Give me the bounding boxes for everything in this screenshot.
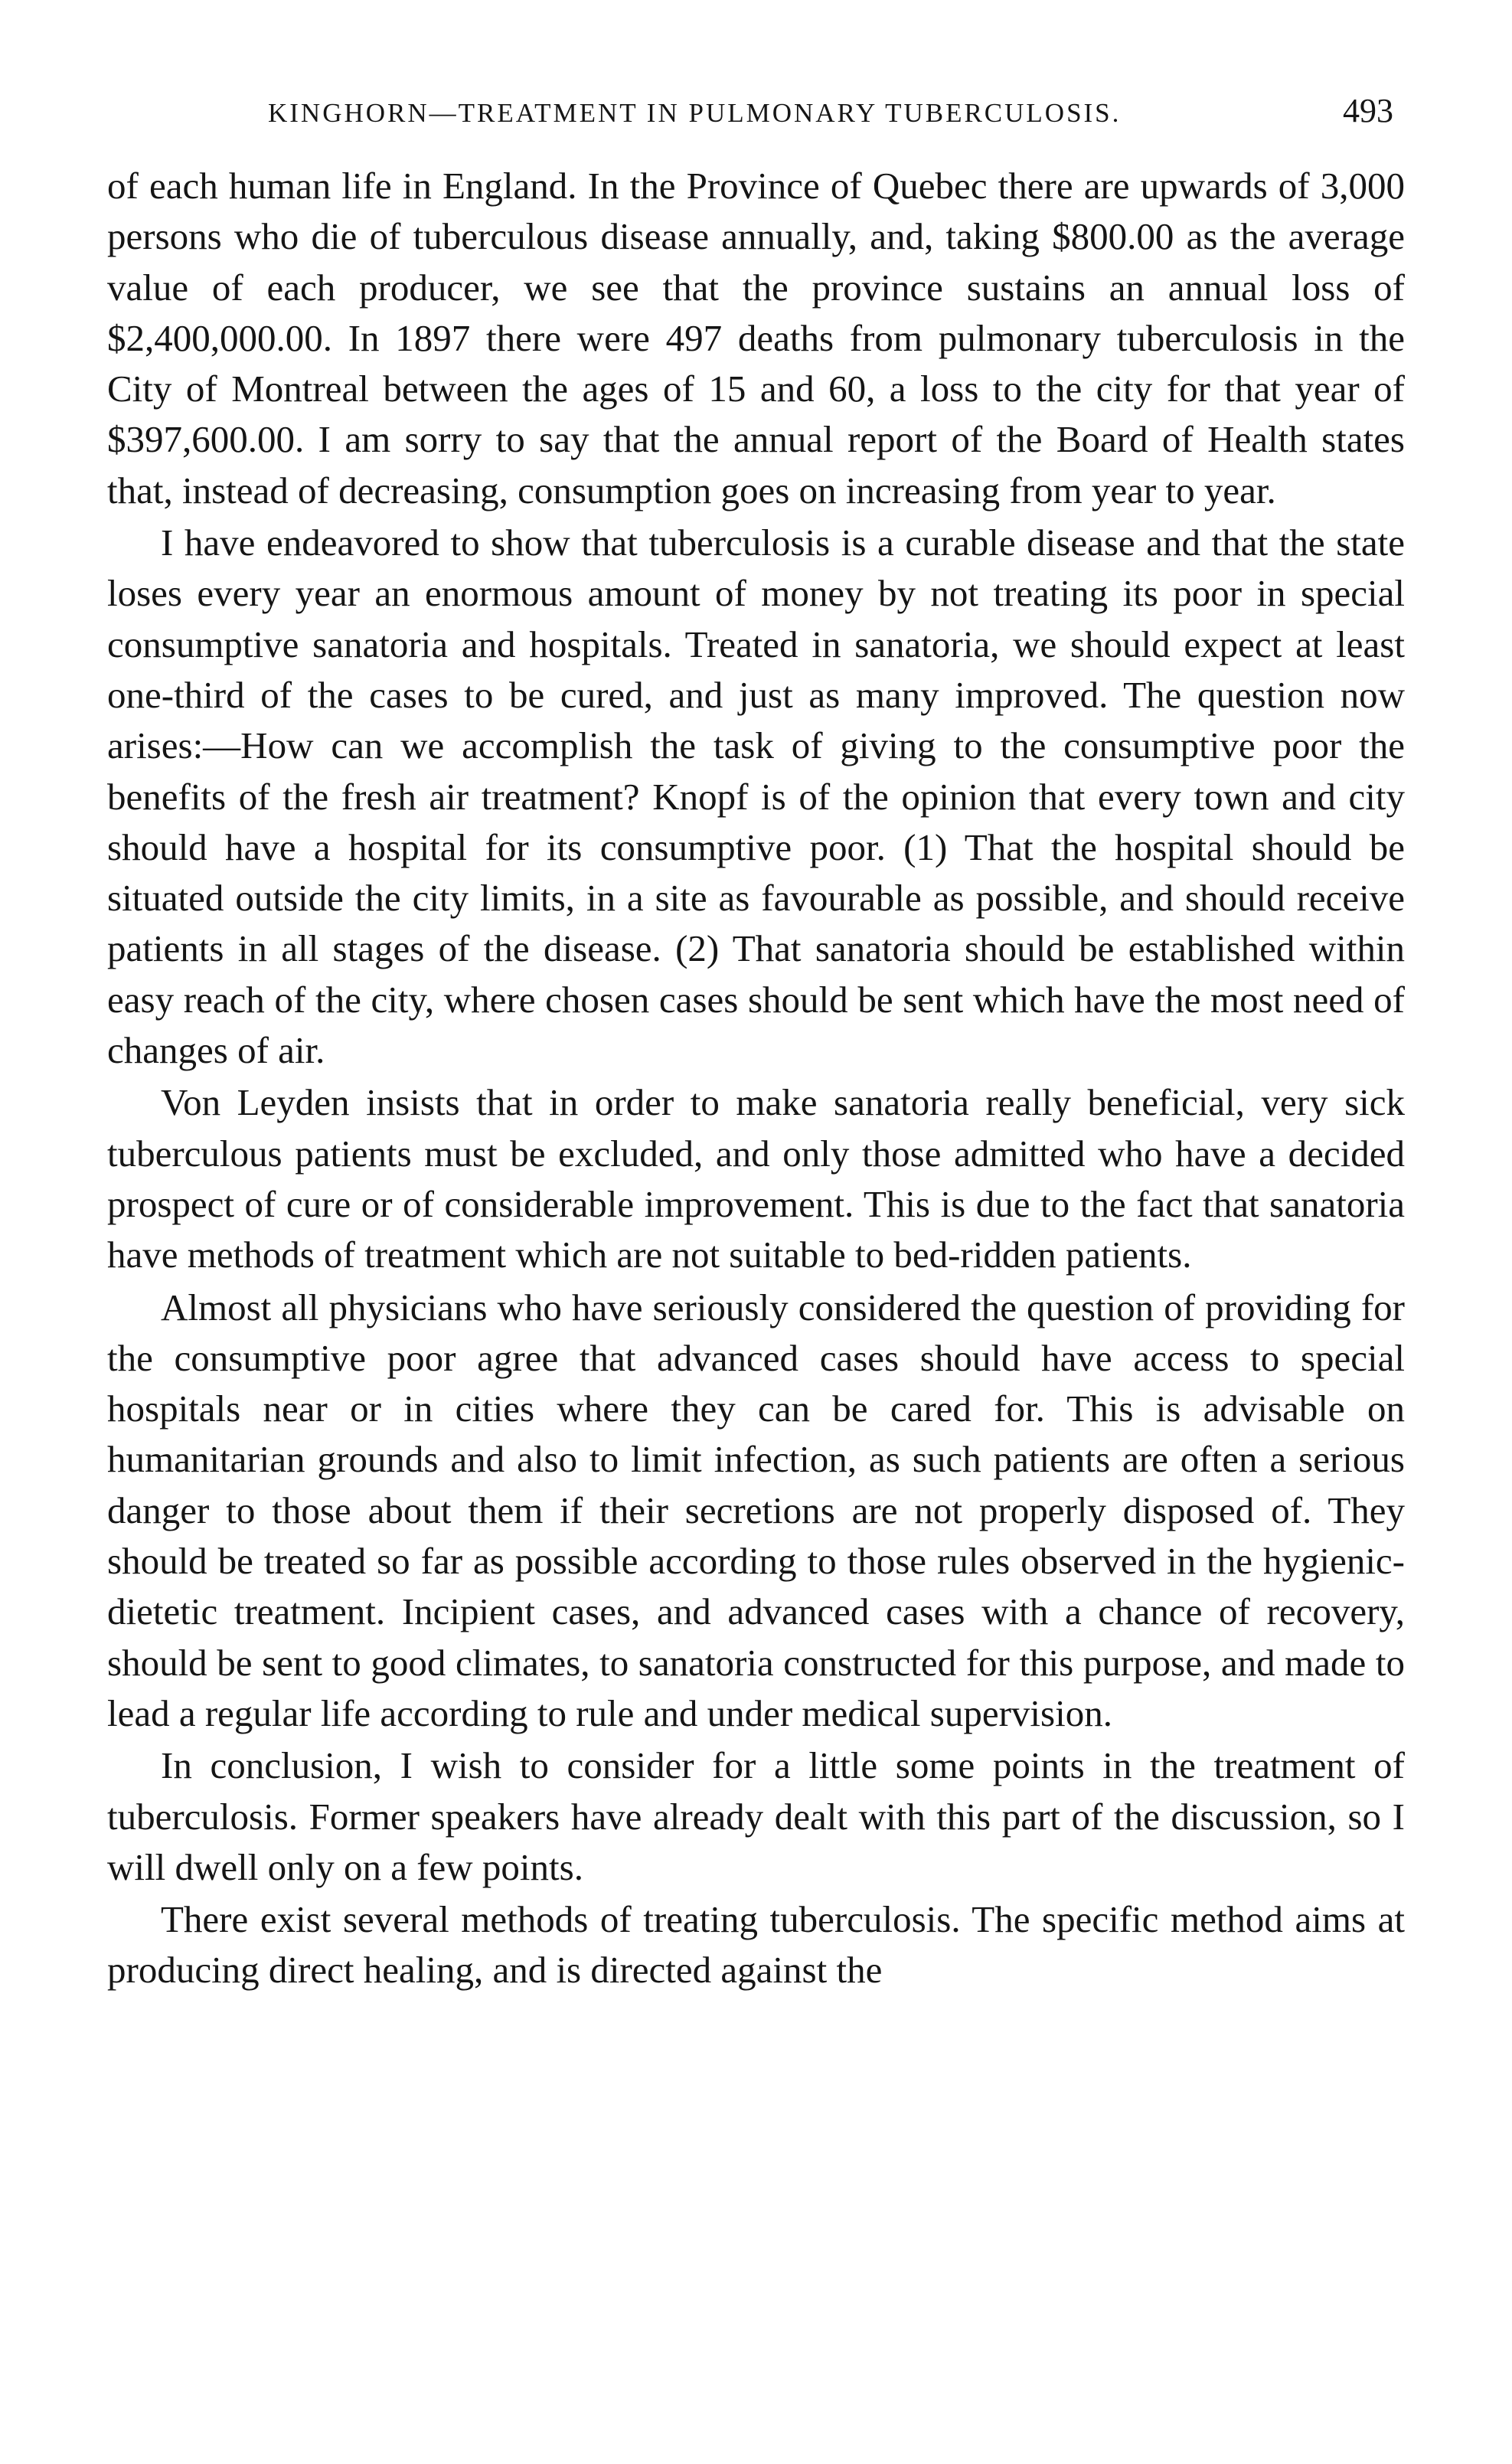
- page-number: 493: [1343, 92, 1393, 129]
- paragraph: Almost all physicians who have seriously considered the question of providing for the consumptive poor agree that advanced cases should have access to special hospitals near or in cities where they can be cared for. This is advisable on humanitarian grounds and also to limit infection, as such patients are often a serious danger to those about them if their secretions are not properly disposed of. They should be treated so far as possible according to those rules observed in the hygienic-dietetic treatment. Incipient cases, and advanced cases with a chance of recovery, should be sent to good climates, to sanatoria constructed for this purpose, and made to lead a regular life according to rule and under medical supervision.: [107, 1286, 1405, 1734]
- paragraph: In conclusion, I wish to consider for a little some points in the treatment of tuberculosis. Former speakers have already dealt with this part of the discussion, so I will dwell only on a few points.: [107, 1744, 1405, 1888]
- running-head: [115, 90, 1416, 144]
- paragraph: Von Leyden insists that in order to make sanatoria really beneficial, very sick tuberculous patients must be excluded, and only those admitted who have a decided prospect of cure or of considerable improvement. This is due to the fact that sanatoria have methods of treatment which are not suitable to bed-ridden patients.: [107, 1081, 1405, 1276]
- paragraph: There exist several methods of treating tuberculosis. The specific method aims at producing direct healing, and is directed against the: [107, 1898, 1405, 1992]
- paragraph-continued: of each human life in England. In the Province of Quebec there are upwards of 3,000 persons who die of tuberculous disease annually, and, taking $800.00 as the average value of each producer, we see that the province sustains an annual loss of $2,400,000.00. In 1897 there were 497 deaths from pulmonary tuberculosis in the City of Montreal between the ages of 15 and 60, a loss to the city for that year of $397,600.00. I am sorry to say that the annual report of the Board of Health states that, instead of decreasing, consumption goes on increasing from year to year.: [107, 165, 1405, 511]
- body-text: [107, 161, 1405, 1998]
- running-title: KINGHORN—TREATMENT IN PULMONARY TUBERCULOSIS.: [268, 98, 1122, 128]
- paragraph: I have endeavored to show that tuberculosis is a curable disease and that the state loses every year an enormous amount of money by not treating its poor in special consumptive sanatoria and hospitals. Treated in sanatoria, we should expect at least one-third of the cases to be cured, and just as many improved. The question now arises:—How can we accomplish the task of giving to the consumptive poor the benefits of the fresh air treatment? Knopf is of the opinion that every town and city should have a hospital for its consumptive poor. (1) That the hospital should be situated outside the city limits, in a site as favourable as possible, and should receive patients in all stages of the disease. (2) That sanatoria should be established within easy reach of the city, where chosen cases should be sent which have the most need of changes of air.: [107, 521, 1405, 1072]
